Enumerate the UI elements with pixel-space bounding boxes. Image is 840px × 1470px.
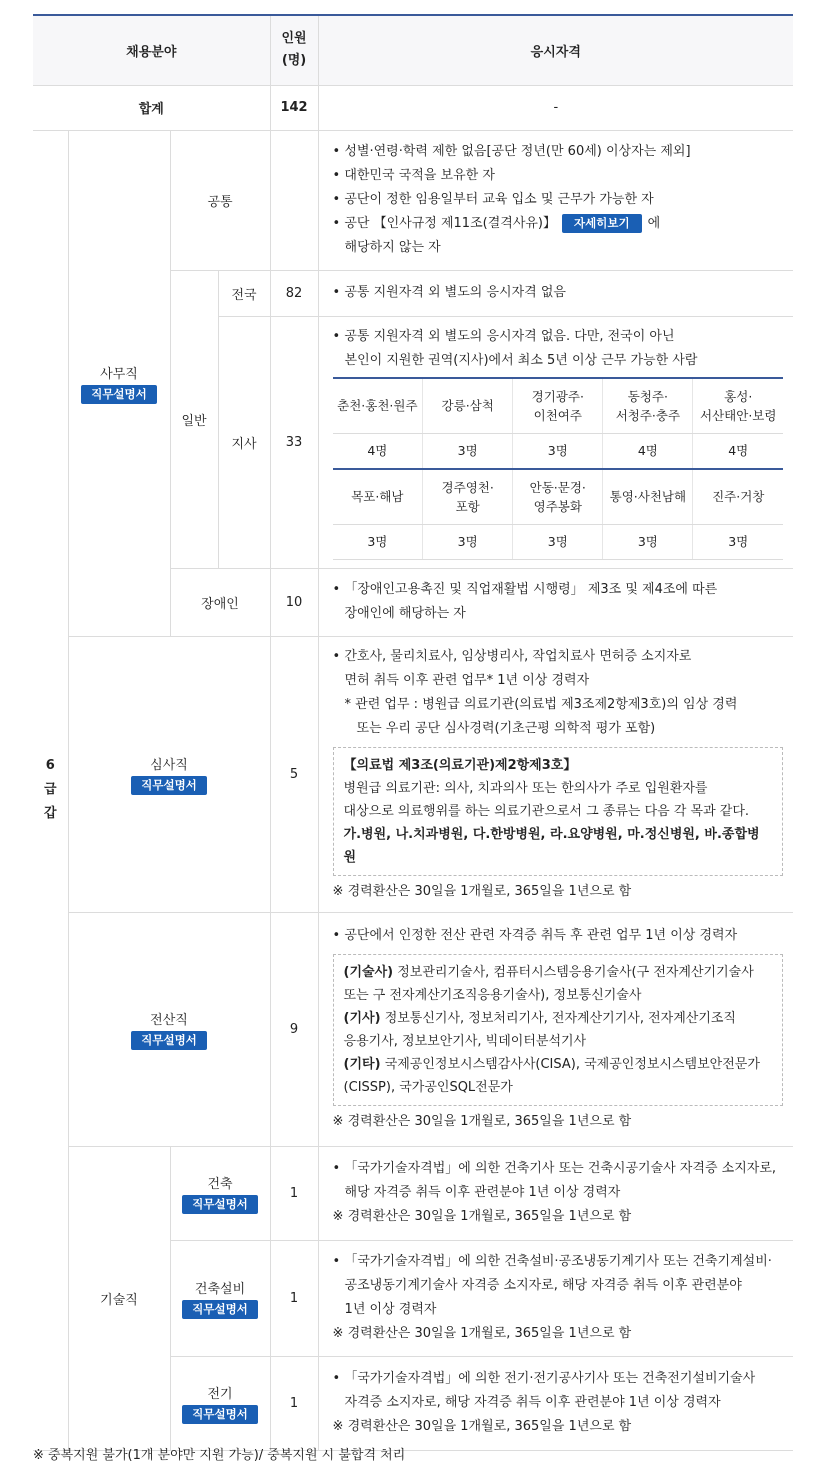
grade-cell <box>33 130 68 1450</box>
admin-disabled-qual <box>318 568 793 636</box>
tech-arch-job-desc-button[interactable]: 직무설명서 <box>182 1195 258 1214</box>
tech-mech-q1: • 「국가기술자격법」에 의한 건축설비·공조냉동기계기사 또는 건축기계설비· <box>333 1250 784 1274</box>
region-name-l2: 포항 <box>455 498 480 514</box>
grade-l2: 급 <box>43 782 57 797</box>
tech-mech-q2: 공조냉동기계기술사 자격증 소지자로, 해당 자격증 취득 이후 관련분야 <box>344 1278 742 1293</box>
admin-disabled-count: 10 <box>270 568 318 636</box>
admin-branch-qual <box>318 316 793 568</box>
admin-common-count <box>270 130 318 270</box>
region-name: 춘천·홍천·원주 <box>333 378 423 434</box>
tech-arch-cell <box>170 1146 270 1240</box>
admin-common-q4-post: 에 <box>647 216 661 231</box>
region-name <box>513 378 603 434</box>
review-name: 심사직 <box>150 757 188 773</box>
region-counts-row-1 <box>333 433 784 469</box>
header-qualification: 응시자격 <box>318 15 793 85</box>
header-field: 채용분야 <box>33 15 270 85</box>
tech-arch-row <box>33 1146 793 1240</box>
region-count: 3명 <box>513 524 603 559</box>
region-name-l1: 동청주· <box>627 388 668 404</box>
tech-elec-count: 1 <box>270 1356 318 1450</box>
region-name-l1: 안동·문경· <box>529 479 586 495</box>
review-count: 5 <box>270 636 318 912</box>
it-b1-l1 <box>344 961 773 984</box>
tech-arch-q1: • 「국가기술자격법」에 의한 건축기사 또는 건축시공기술사 자격증 소지자로, <box>333 1157 784 1181</box>
region-name-l2: 서청주·충주 <box>615 407 681 423</box>
region-counts-row-2 <box>333 524 784 559</box>
it-qual <box>318 912 793 1146</box>
header-count-l1: 인원 <box>281 31 307 47</box>
grade-l1: 6 <box>45 758 55 773</box>
tech-elec-q1: • 「국가기술자격법」에 의한 전기·전기공사기사 또는 건축전기설비기술사 <box>333 1367 784 1391</box>
admin-national-qual <box>318 270 793 316</box>
review-qual <box>318 636 793 912</box>
review-cell <box>68 636 270 912</box>
it-b1-text2: 또는 구 전자계산기조직응용기술사), 정보통신기술사 <box>343 988 642 1003</box>
admin-common-q4-line2: 해당하지 않는 자 <box>344 240 441 255</box>
region-name <box>513 469 603 525</box>
it-cell <box>68 912 270 1146</box>
it-count: 9 <box>270 912 318 1146</box>
review-row <box>33 636 793 912</box>
grade-l3: 갑 <box>43 806 57 821</box>
review-box-title: 【의료법 제3조(의료기관)제2항제3호】 <box>343 757 577 773</box>
total-count: 142 <box>270 85 318 130</box>
it-b2-text1: 정보통신기사, 정보처리기사, 전자계산기기사, 전자계산기조직 <box>384 1011 736 1026</box>
admin-common-q4 <box>333 212 784 236</box>
region-count: 3명 <box>603 524 693 559</box>
header-count <box>270 15 318 85</box>
recruitment-table <box>33 14 793 1451</box>
footnote: ※ 중복지원 불가(1개 분야만 지원 가능)/ 중복지원 시 불합격 처리 <box>33 1448 406 1463</box>
region-count: 3명 <box>513 433 603 469</box>
tech-arch-qual <box>318 1146 793 1240</box>
detail-view-button[interactable]: 자세히보기 <box>562 214 642 233</box>
tech-elec-job-desc-button[interactable]: 직무설명서 <box>182 1405 258 1424</box>
header-row <box>33 15 793 85</box>
review-law-box <box>333 747 784 876</box>
admin-name: 사무직 <box>100 366 138 382</box>
admin-common-q3: • 공단이 정한 임용일부터 교육 입소 및 근무가 가능한 자 <box>333 188 784 212</box>
region-name-l2: 이천여주 <box>533 407 582 423</box>
region-name <box>693 378 783 434</box>
tech-mech-q3: 1년 이상 경력자 <box>344 1302 437 1317</box>
region-names-row-1 <box>333 378 784 434</box>
tech-mech-note: ※ 경력환산은 30일을 1개월로, 365일을 1년으로 함 <box>332 1326 632 1341</box>
it-b2-l1 <box>344 1007 773 1030</box>
region-names-row-2 <box>333 469 784 525</box>
it-b3-l1 <box>344 1053 773 1076</box>
admin-disabled-q2: 장애인에 해당하는 자 <box>344 606 466 621</box>
admin-common-label: 공통 <box>170 130 270 270</box>
review-box-l3: 가.병원, 나.치과병원, 다.한방병원, 라.요양병원, 마.정신병원, 바.종합병원 <box>343 826 760 865</box>
it-q1: • 공단에서 인정한 전산 관련 자격증 취득 후 관련 업무 1년 이상 경력자 <box>333 924 784 948</box>
branch-region-table <box>333 377 784 560</box>
admin-branch-count: 33 <box>270 316 318 568</box>
tech-elec-cell <box>170 1356 270 1450</box>
tech-arch-label: 건축 <box>207 1176 233 1192</box>
review-box-l2: 대상으로 의료행위를 하는 의료기관으로서 그 종류는 다음 각 목과 같다. <box>343 803 750 819</box>
tech-mech-job-desc-button[interactable]: 직무설명서 <box>182 1300 258 1319</box>
it-b1-tag: (기술사) <box>343 965 394 980</box>
admin-branch-q1: • 공통 지원자격 외 별도의 응시자격 없음. 다만, 전국이 아닌 <box>333 325 784 349</box>
it-b3-text2: (CISSP), 국가공인SQL전문가 <box>343 1080 513 1095</box>
header-count-l2: (명) <box>281 53 307 69</box>
region-name-l1: 경기광주· <box>531 388 584 404</box>
admin-branch-q2: 본인이 지원한 권역(지사)에서 최소 5년 이상 근무 가능한 사람 <box>344 352 698 368</box>
review-q3: * 관련 업무 : 병원급 의료기관(의료법 제3조제2항제3호)의 임상 경력 <box>344 696 738 712</box>
it-row <box>33 912 793 1146</box>
it-b1-text1: 정보관리기술사, 컴퓨터시스템응용기술사(구 전자계산기기술사 <box>397 965 754 980</box>
it-b2-text2: 응용기사, 정보보안기사, 빅데이터분석기사 <box>343 1034 587 1049</box>
admin-national-q: • 공통 지원자격 외 별도의 응시자격 없음 <box>333 281 784 305</box>
region-name: 목포·해남 <box>333 469 423 525</box>
it-b3-text1: 국제공인정보시스템감사사(CISA), 국제공인정보시스템보안전문가 <box>384 1057 760 1072</box>
admin-branch-label: 지사 <box>218 316 270 568</box>
admin-disabled-q1: • 「장애인고용촉진 및 직업재활법 시행령」 제3조 및 제4조에 따른 <box>333 578 784 602</box>
tech-mech-cell <box>170 1240 270 1356</box>
tech-mech-qual <box>318 1240 793 1356</box>
region-name-l2: 영주봉화 <box>533 498 582 514</box>
admin-common-q1: • 성별·연령·학력 제한 없음[공단 정년(만 60세) 이상자는 제외] <box>333 140 784 164</box>
review-box-l1: 병원급 의료기관: 의사, 치과의사 또는 한의사가 주로 입원환자를 <box>343 780 708 796</box>
region-name: 진주·거창 <box>693 469 783 525</box>
tech-elec-note: ※ 경력환산은 30일을 1개월로, 365일을 1년으로 함 <box>332 1419 632 1434</box>
tech-elec-q2: 자격증 소지자로, 해당 자격증 취득 이후 관련분야 1년 이상 경력자 <box>344 1395 721 1410</box>
admin-common-q2: • 대한민국 국적을 보유한 자 <box>333 164 784 188</box>
region-count: 4명 <box>693 433 783 469</box>
it-note: ※ 경력환산은 30일을 1개월로, 365일을 1년으로 함 <box>332 1114 632 1129</box>
it-b3-tag: (기타) <box>343 1057 381 1072</box>
tech-arch-note: ※ 경력환산은 30일을 1개월로, 365일을 1년으로 함 <box>332 1209 632 1224</box>
region-name: 강릉·삼척 <box>423 378 513 434</box>
total-row <box>33 85 793 130</box>
region-name <box>603 378 693 434</box>
admin-common-qual <box>318 130 793 270</box>
admin-national-label: 전국 <box>218 270 270 316</box>
admin-general-label: 일반 <box>170 270 218 568</box>
region-name-l1: 홍성· <box>724 388 753 404</box>
tech-cell: 기술직 <box>68 1146 170 1450</box>
region-count: 3명 <box>333 524 423 559</box>
region-name <box>423 469 513 525</box>
total-qualification: - <box>318 85 793 130</box>
tech-arch-count: 1 <box>270 1146 318 1240</box>
admin-common-row <box>33 130 793 270</box>
region-count: 3명 <box>423 433 513 469</box>
region-name: 통영·사천남해 <box>603 469 693 525</box>
review-q4: 또는 우리 공단 심사경력(기초근평 의학적 평가 포함) <box>356 720 656 736</box>
tech-elec-qual <box>318 1356 793 1450</box>
review-q2: 면허 취득 이후 관련 업무* 1년 이상 경력자 <box>344 672 590 688</box>
admin-cell <box>68 130 170 636</box>
region-count: 4명 <box>603 433 693 469</box>
region-count: 3명 <box>423 524 513 559</box>
admin-job-desc-button[interactable]: 직무설명서 <box>81 385 157 404</box>
it-name: 전산직 <box>150 1012 188 1028</box>
review-job-desc-button[interactable]: 직무설명서 <box>131 776 207 795</box>
tech-elec-label: 전기 <box>207 1386 233 1402</box>
total-label: 합계 <box>33 85 270 130</box>
region-count: 4명 <box>333 433 423 469</box>
admin-disabled-label: 장애인 <box>170 568 270 636</box>
tech-mech-count: 1 <box>270 1240 318 1356</box>
region-name-l1: 경주영천· <box>441 479 494 495</box>
review-note: ※ 경력환산은 30일을 1개월로, 365일을 1년으로 함 <box>332 883 632 899</box>
it-cert-box <box>333 954 784 1106</box>
admin-national-count: 82 <box>270 270 318 316</box>
region-count: 3명 <box>693 524 783 559</box>
it-job-desc-button[interactable]: 직무설명서 <box>131 1031 207 1050</box>
it-b2-tag: (기사) <box>343 1011 381 1026</box>
review-q1: • 간호사, 물리치료사, 임상병리사, 작업치료사 면허증 소지자로 <box>333 645 784 669</box>
admin-common-q4-pre: 공단 【인사규정 제11조(결격사유)】 <box>344 216 557 231</box>
tech-mech-label: 건축설비 <box>194 1281 246 1297</box>
tech-arch-q2: 해당 자격증 취득 이후 관련분야 1년 이상 경력자 <box>344 1185 621 1200</box>
region-name-l2: 서산태안·보령 <box>700 407 777 423</box>
